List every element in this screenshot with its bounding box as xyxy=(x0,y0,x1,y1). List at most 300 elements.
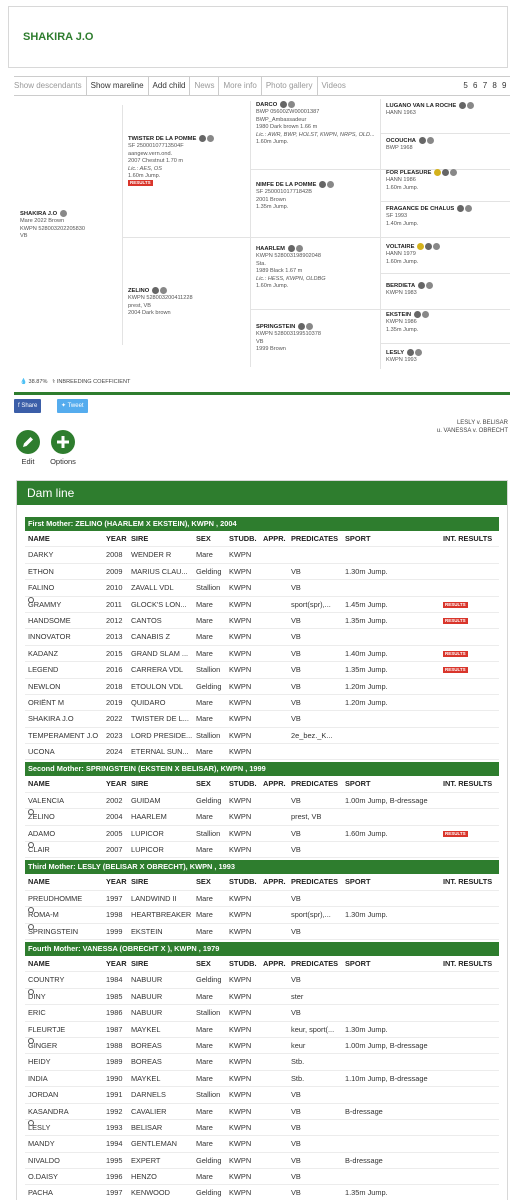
results-badge[interactable]: RESULTS xyxy=(445,650,466,656)
table-row[interactable] xyxy=(25,1071,499,1087)
cell-year: 2002 xyxy=(106,795,123,805)
results-badge[interactable]: RESULTS xyxy=(445,667,466,673)
cell-year: 2011 xyxy=(106,599,122,609)
cell-sex: Mare xyxy=(196,1057,213,1067)
pedigree-g3-4[interactable]: FRAGANCE DE CHALUS SF 1993 1.40m Jump. xyxy=(386,205,472,228)
cell-sire[interactable]: NABUUR xyxy=(131,991,163,1001)
cell-sex: Gelding xyxy=(196,795,222,805)
cell-sire[interactable]: KENWOOD xyxy=(131,1188,171,1198)
column-header-int-results: INT. RESULTS xyxy=(443,877,493,887)
cell-year: 1985 xyxy=(106,991,123,1001)
cell-name[interactable]: ADAMO xyxy=(28,828,56,838)
cell-sex: Mare xyxy=(196,550,213,560)
cell-sire[interactable]: ETOULON VDL xyxy=(131,681,184,691)
cell-year: 1992 xyxy=(106,1106,123,1116)
cell-year: 2018 xyxy=(106,681,123,691)
cell-predicates: VB xyxy=(291,975,301,985)
pencil-icon xyxy=(21,435,35,449)
column-header-sire: SIRE xyxy=(131,958,149,968)
gender-icon xyxy=(427,137,434,144)
cell-sex: Mare xyxy=(196,615,213,625)
cell-name[interactable]: ERIC xyxy=(28,1008,46,1018)
table-row[interactable] xyxy=(25,1169,499,1185)
cell-name[interactable]: DARKY xyxy=(28,550,54,560)
cell-year: 2004 xyxy=(106,812,123,822)
cell-sport: 1.30m Jump. xyxy=(345,566,388,576)
pedigree-g3-5[interactable]: VOLTAIRE HANN 1979 1.60m Jump. xyxy=(386,243,440,266)
column-header-sex: SEX xyxy=(196,534,211,543)
pedigree-bottom-border xyxy=(14,392,510,395)
cell-year: 1984 xyxy=(106,975,123,985)
pedigree-g3-6[interactable]: BERDIETA KWPN 1983 xyxy=(386,282,433,298)
facebook-share-button[interactable]: f Share xyxy=(14,399,41,413)
column-header-predicates: PREDICATES xyxy=(291,534,339,543)
results-badge[interactable]: RESULTS xyxy=(445,601,466,607)
cell-name[interactable] xyxy=(28,1038,104,1054)
cell-predicates: VB xyxy=(291,697,301,707)
cell-predicates: VB xyxy=(291,1139,301,1149)
cell-name[interactable]: INNOVATOR xyxy=(28,632,71,642)
table-row[interactable] xyxy=(25,597,499,613)
cell-studbook: KWPN xyxy=(229,812,252,822)
cell-sport: 1.10m Jump, B-dressage xyxy=(345,1073,428,1083)
cell-sire[interactable]: GLOCK'S LON... xyxy=(131,599,187,609)
cell-year: 2013 xyxy=(106,632,123,642)
table-row[interactable] xyxy=(25,744,499,760)
gender-icon xyxy=(207,135,214,142)
column-header-int-results: INT. RESULTS xyxy=(443,958,493,968)
cell-year: 1986 xyxy=(106,1008,123,1018)
column-header-studbook: STUDB. xyxy=(229,958,257,968)
cell-name[interactable]: FALINO xyxy=(28,583,55,593)
cell-sire[interactable]: MARIUS CLAU... xyxy=(131,566,188,576)
inbreeding-info xyxy=(20,379,130,385)
column-header-sire: SIRE xyxy=(131,877,149,887)
cell-name[interactable] xyxy=(28,907,104,923)
horse-icon xyxy=(457,205,464,212)
cell-studbook: KWPN xyxy=(229,1106,252,1116)
mother-header[interactable]: First Mother: ZELINO (HAARLEM X EKSTEIN), KWPN , 2004 xyxy=(25,517,499,531)
column-header-sex: SEX xyxy=(196,779,211,789)
column-header-approval: APPR. xyxy=(263,958,286,968)
cell-sport: 1.45m Jump. xyxy=(345,599,388,609)
cell-sex: Mare xyxy=(196,926,213,936)
cell-studbook: KWPN xyxy=(229,730,252,740)
column-header-sire: SIRE xyxy=(131,779,149,789)
pedigree-g3-1[interactable]: LUGANO VAN LA ROCHE HANN 1963 xyxy=(386,102,474,118)
column-header-int-results: INT. RESULTS xyxy=(443,779,493,789)
cell-studbook: KWPN xyxy=(229,893,252,903)
table-row[interactable] xyxy=(25,662,499,678)
cell-name[interactable]: MANDY xyxy=(28,1139,55,1149)
table-row[interactable] xyxy=(25,1153,499,1169)
dam-lineage-note: LESLY v. BELISAR u. VANESSA v. OBRECHT xyxy=(436,420,508,434)
nav-videos[interactable]: Videos xyxy=(321,81,346,90)
cell-studbook: KWPN xyxy=(229,1172,252,1182)
offspring-icon xyxy=(28,989,34,995)
cell-sport: 1.00m Jump, B-dressage xyxy=(345,1040,428,1050)
cell-name[interactable]: COUNTRY xyxy=(28,975,65,985)
cell-studbook: KWPN xyxy=(229,615,252,625)
cell-predicates: 2e_bez._K... xyxy=(291,730,333,740)
table-row[interactable] xyxy=(25,1038,499,1054)
cell-name[interactable]: HANDSOME xyxy=(28,615,71,625)
cell-sport: 1.40m Jump. xyxy=(345,648,388,658)
nav-news[interactable]: News xyxy=(190,77,219,95)
horse-icon xyxy=(152,287,159,294)
cell-name[interactable] xyxy=(28,924,104,940)
cell-year: 2016 xyxy=(106,665,123,675)
nav-photo-gallery[interactable]: Photo gallery xyxy=(262,77,318,95)
table-row[interactable] xyxy=(25,695,499,711)
column-header-sport: SPORT xyxy=(345,877,371,887)
cell-sire[interactable]: GRAND SLAM ... xyxy=(131,648,189,658)
column-header-sex: SEX xyxy=(196,958,211,968)
column-header-int-results: INT. RESULTS xyxy=(443,534,493,543)
cell-sire[interactable]: BELISAR xyxy=(131,1122,163,1132)
pedigree-g3-7[interactable]: EKSTEIN KWPN 1986 1.35m Jump. xyxy=(386,311,429,334)
cell-sire[interactable]: DARNELS xyxy=(131,1090,166,1100)
cell-sire[interactable]: QUIDARO xyxy=(131,697,166,707)
table-row[interactable] xyxy=(25,613,499,629)
table-header-row xyxy=(25,531,499,547)
nav-more-info[interactable]: More info xyxy=(219,77,261,95)
table-row[interactable] xyxy=(25,826,499,842)
horse-name-title: SHAKIRA J.O xyxy=(23,31,94,43)
nav-add-child[interactable]: Add child xyxy=(149,77,191,95)
cell-sex: Mare xyxy=(196,893,213,903)
cell-sex: Stallion xyxy=(196,828,221,838)
cell-sex: Gelding xyxy=(196,566,222,576)
cell-sire[interactable]: NABUUR xyxy=(131,1008,163,1018)
column-header-name: NAME xyxy=(28,958,50,968)
cell-sire[interactable]: CARRERA VDL xyxy=(131,665,184,675)
award-icon xyxy=(417,243,424,250)
award-icon xyxy=(434,169,441,176)
cell-name[interactable]: LEGEND xyxy=(28,665,59,675)
table-row[interactable] xyxy=(25,809,499,825)
cell-name[interactable] xyxy=(28,809,104,825)
cell-sire[interactable]: HAARLEM xyxy=(131,812,167,822)
inbreeding-pct: 38.87% xyxy=(28,379,48,385)
table-row[interactable] xyxy=(25,1185,499,1200)
cell-predicates: VB xyxy=(291,1090,301,1100)
cell-name[interactable]: FLEURTJE xyxy=(28,1024,66,1034)
cell-sire[interactable]: BOREAS xyxy=(131,1040,162,1050)
cell-sire[interactable]: GENTLEMAN xyxy=(131,1139,177,1149)
cell-name[interactable]: O.DAISY xyxy=(28,1172,58,1182)
cell-studbook: KWPN xyxy=(229,599,252,609)
cell-sex: Mare xyxy=(196,910,213,920)
cell-sex: Mare xyxy=(196,648,213,658)
cell-sex: Mare xyxy=(196,1040,213,1050)
table-row[interactable] xyxy=(25,629,499,645)
cell-sport: B-dressage xyxy=(345,1106,383,1116)
table-row[interactable] xyxy=(25,793,499,809)
cell-sire[interactable]: ETERNAL SUN... xyxy=(131,747,189,757)
cell-name[interactable]: KASANDRA xyxy=(28,1106,69,1116)
cell-predicates: VB xyxy=(291,828,301,838)
pedigree-subject[interactable]: SHAKIRA J.O Mare 2022 Brown KWPN 528003202205830 VB xyxy=(20,210,86,240)
cell-year: 1987 xyxy=(106,1024,123,1034)
cell-predicates: Stb. xyxy=(291,1073,305,1083)
offspring-icon xyxy=(28,924,34,930)
cell-sire[interactable]: LUPICOR xyxy=(131,845,164,855)
nav-show-mareline[interactable]: Show mareline xyxy=(87,77,149,95)
cell-sport: 1.35m Jump. xyxy=(345,615,388,625)
pedigree-g3-3[interactable]: FOR PLEASURE HANN 1986 1.60m Jump. xyxy=(386,169,457,192)
cell-name[interactable]: JORDAN xyxy=(28,1090,59,1100)
column-header-year: YEAR xyxy=(106,877,127,887)
pedigree-g3-2[interactable]: OCOUCHA BWP 1968 xyxy=(386,137,434,153)
mother-header[interactable]: Fourth Mother: VANESSA (OBRECHT X ), KWPN , 1979 xyxy=(25,942,499,956)
facebook-icon: f xyxy=(18,403,20,409)
cell-sex: Mare xyxy=(196,991,213,1001)
dam-line-title: Dam line xyxy=(17,481,507,505)
table-row[interactable] xyxy=(25,972,499,988)
cell-sport: 1.60m Jump. xyxy=(345,828,388,838)
cell-int-results xyxy=(443,597,507,613)
cell-sport: 1.30m Jump. xyxy=(345,910,388,920)
cell-name[interactable]: SHAKIRA J.O xyxy=(28,714,74,724)
table-row[interactable] xyxy=(25,842,499,858)
cell-studbook: KWPN xyxy=(229,1024,252,1034)
horse-icon xyxy=(442,169,449,176)
cell-sire[interactable]: EKSTEIN xyxy=(131,926,163,936)
results-badge[interactable]: RESULTS xyxy=(445,618,466,623)
horse-icon xyxy=(280,101,287,108)
cell-predicates: sport(spr),... xyxy=(291,599,331,609)
cell-name[interactable]: PREUDHOMME xyxy=(28,893,83,903)
column-header-studbook: STUDB. xyxy=(229,534,257,543)
horse-icon xyxy=(459,102,466,109)
horse-nav-bar xyxy=(14,76,510,96)
cell-name[interactable]: VALENCIA xyxy=(28,795,65,805)
cell-sex: Mare xyxy=(196,1122,213,1132)
results-badge[interactable]: RESULTS xyxy=(130,180,151,186)
cell-studbook: KWPN xyxy=(229,795,252,805)
pedigree-sire[interactable]: TWISTER DE LA POMME SF 25000107713504F aangew.vern.ond. 2007 Chestnut 1.70 m Lic.: AES, OS 1.60m Jump. RESULTS xyxy=(128,135,246,188)
cell-sire[interactable]: ZAVALL VDL xyxy=(131,583,174,593)
cell-sex: Mare xyxy=(196,714,213,724)
cell-year: 1994 xyxy=(106,1139,123,1149)
column-header-sport: SPORT xyxy=(345,534,371,543)
table-row[interactable] xyxy=(25,891,499,907)
dam-line-table xyxy=(17,505,507,1200)
table-row[interactable] xyxy=(25,1087,499,1103)
cell-sport: 1.20m Jump. xyxy=(345,681,388,691)
cell-int-results xyxy=(443,662,507,678)
cell-sire[interactable]: GUIDAM xyxy=(131,795,161,805)
cell-sport: 1.35m Jump. xyxy=(345,1188,388,1198)
cell-sire[interactable]: HENZO xyxy=(131,1172,157,1182)
cell-studbook: KWPN xyxy=(229,566,252,576)
cell-year: 2022 xyxy=(106,714,123,724)
cell-name[interactable]: HEIDY xyxy=(28,1057,51,1067)
column-header-predicates: PREDICATES xyxy=(291,779,339,789)
cell-sex: Gelding xyxy=(196,1188,222,1198)
cell-name[interactable] xyxy=(28,989,104,1005)
table-row[interactable] xyxy=(25,1104,499,1120)
cell-sire[interactable]: MAYKEL xyxy=(131,1024,161,1034)
table-row[interactable] xyxy=(25,924,499,940)
cell-sire[interactable]: WENDER R xyxy=(131,550,172,560)
cell-sex: Stallion xyxy=(196,1090,221,1100)
cell-year: 2008 xyxy=(106,550,123,560)
cell-studbook: KWPN xyxy=(229,747,252,757)
cell-name[interactable] xyxy=(28,1120,104,1136)
inbreeding-label: INBREEDING COEFFICIENT xyxy=(56,379,131,385)
cell-sire[interactable]: HEARTBREAKER xyxy=(131,910,192,920)
cell-predicates: Stb. xyxy=(291,1057,305,1067)
cell-predicates: VB xyxy=(291,648,301,658)
cell-studbook: KWPN xyxy=(229,975,252,985)
table-row[interactable] xyxy=(25,564,499,580)
cell-predicates: VB xyxy=(291,1008,301,1018)
table-row[interactable] xyxy=(25,711,499,727)
cell-studbook: KWPN xyxy=(229,714,252,724)
table-row[interactable] xyxy=(25,989,499,1005)
cell-sex: Mare xyxy=(196,1172,213,1182)
cell-year: 1997 xyxy=(106,1188,123,1198)
gender-icon xyxy=(465,205,472,212)
cell-year: 1996 xyxy=(106,1172,123,1182)
gender-icon xyxy=(426,282,433,289)
cell-predicates: VB xyxy=(291,1106,301,1116)
table-row[interactable] xyxy=(25,1120,499,1136)
table-row[interactable] xyxy=(25,646,499,662)
cell-sport: 1.00m Jump, B-dressage xyxy=(345,795,428,805)
cell-sire[interactable]: LORD PRESIDE... xyxy=(131,730,193,740)
gender-icon xyxy=(160,287,167,294)
cell-year: 1993 xyxy=(106,1122,123,1132)
cell-studbook: KWPN xyxy=(229,991,252,1001)
cell-studbook: KWPN xyxy=(229,632,252,642)
pedigree-ss[interactable]: DARCO BWP 05600ZW00001387 BWP_Ambassadeur 1980 Dark brown 1.66 m Lic.: AWR, BWP, HOLST, KWPN, NRPS, OLD... 1.60m Jump. xyxy=(256,101,375,146)
column-header-studbook: STUDB. xyxy=(229,877,257,887)
cell-studbook: KWPN xyxy=(229,926,252,936)
cell-sex: Stallion xyxy=(196,730,221,740)
cell-sire[interactable]: MAYKEL xyxy=(131,1073,161,1083)
cell-predicates: VB xyxy=(291,566,301,576)
table-row[interactable] xyxy=(25,580,499,596)
table-row[interactable] xyxy=(25,1136,499,1152)
table-row[interactable] xyxy=(25,728,499,744)
cell-name[interactable]: UCONA xyxy=(28,747,55,757)
horse-title-box xyxy=(8,6,508,68)
cell-sex: Mare xyxy=(196,747,213,757)
horse-icon xyxy=(418,282,425,289)
cell-name[interactable]: TEMPERAMENT J.O xyxy=(28,730,99,740)
horse-name: LESLY xyxy=(28,1122,51,1132)
cell-sex: Mare xyxy=(196,1024,213,1034)
dna-icon: ⚕ xyxy=(52,379,56,385)
cell-studbook: KWPN xyxy=(229,648,252,658)
column-header-name: NAME xyxy=(28,779,50,789)
cell-name[interactable]: ETHON xyxy=(28,566,54,576)
twitter-tweet-button[interactable]: ✦ Tweet xyxy=(57,399,88,413)
horse-name: ZELINO xyxy=(28,812,55,822)
cell-name[interactable]: NEWLON xyxy=(28,681,61,691)
table-row[interactable] xyxy=(25,907,499,923)
table-row[interactable] xyxy=(25,679,499,695)
cell-name[interactable] xyxy=(28,842,104,858)
cell-name[interactable]: KADANZ xyxy=(28,648,58,658)
mother-header[interactable]: Third Mother: LESLY (BELISAR X OBRECHT), KWPN , 1993 xyxy=(25,860,499,874)
cell-year: 1995 xyxy=(106,1155,123,1165)
cell-name[interactable]: INDIA xyxy=(28,1073,48,1083)
cell-sire[interactable]: CAVALIER xyxy=(131,1106,167,1116)
cell-studbook: KWPN xyxy=(229,1057,252,1067)
cell-predicates: sport(spr),... xyxy=(291,910,331,920)
cell-name[interactable]: ORIËNT M xyxy=(28,697,64,707)
table-header-row xyxy=(25,956,499,972)
cell-studbook: KWPN xyxy=(229,1073,252,1083)
pedigree-depth-pager[interactable]: 5 6 7 8 9 xyxy=(463,81,508,90)
cell-name[interactable] xyxy=(28,597,104,613)
pedigree-g3-8[interactable]: LESLY KWPN 1993 xyxy=(386,349,422,365)
table-row[interactable] xyxy=(25,1054,499,1070)
pedigree-dam[interactable]: ZELINO KWPN 528003200411228 prest, VB 2004 Dark brown xyxy=(128,287,193,317)
options-button[interactable]: Options xyxy=(43,430,83,466)
pedigree-sd[interactable]: NIMFE DE LA POMME SF 25000101771842B 2001 Brown 1.35m Jump. xyxy=(256,181,378,212)
table-row[interactable] xyxy=(25,1005,499,1021)
cell-studbook: KWPN xyxy=(229,1188,252,1198)
pedigree-dd[interactable]: SPRINGSTEIN KWPN 528003199510378 VB 1999 Brown xyxy=(256,323,322,353)
cell-sex: Stallion xyxy=(196,665,221,675)
cell-sire[interactable]: LANDWIND II xyxy=(131,893,177,903)
cell-sex: Mare xyxy=(196,1139,213,1149)
cell-sex: Gelding xyxy=(196,975,222,985)
cell-studbook: KWPN xyxy=(229,665,252,675)
mother-header[interactable]: Second Mother: SPRINGSTEIN (EKSTEIN X BELISAR), KWPN , 1999 xyxy=(25,762,499,776)
cell-name[interactable]: NIVALDO xyxy=(28,1155,60,1165)
offspring-icon xyxy=(28,1120,34,1126)
drop-icon: 💧 xyxy=(20,379,27,385)
gender-icon xyxy=(60,210,67,217)
nav-show-descendants[interactable]: Show descendants xyxy=(14,77,87,95)
dam-line-panel xyxy=(16,480,508,1200)
cell-sire[interactable]: LUPICOR xyxy=(131,828,164,838)
edit-button[interactable]: Edit xyxy=(8,430,48,466)
cell-name[interactable]: PACHA xyxy=(28,1188,53,1198)
cell-sire[interactable]: CANTOS xyxy=(131,615,162,625)
pedigree-ds[interactable]: HAARLEM KWPN 528003198902048 Sta. 1989 Black 1.67 m Lic.: HESS, KWPN, OLDBG 1.60m Jump. xyxy=(256,245,326,290)
table-row[interactable] xyxy=(25,1022,499,1038)
results-badge[interactable]: RESULTS xyxy=(445,830,466,836)
gender-icon xyxy=(415,349,422,356)
cell-sire[interactable]: CANABIS Z xyxy=(131,632,171,642)
cell-studbook: KWPN xyxy=(229,845,252,855)
column-header-year: YEAR xyxy=(106,958,127,968)
cell-predicates: keur xyxy=(291,1040,306,1050)
cell-year: 2009 xyxy=(106,566,123,576)
cell-sire[interactable]: BOREAS xyxy=(131,1057,162,1067)
cell-predicates: VB xyxy=(291,632,301,642)
table-row[interactable] xyxy=(25,547,499,563)
cell-sex: Mare xyxy=(196,697,213,707)
cell-sire[interactable]: EXPERT xyxy=(131,1155,161,1165)
cell-sex: Gelding xyxy=(196,681,222,691)
horse-icon xyxy=(425,243,432,250)
cell-year: 2012 xyxy=(106,615,123,625)
cell-year: 2005 xyxy=(106,828,123,838)
cell-year: 1991 xyxy=(106,1090,123,1100)
cell-predicates: VB xyxy=(291,665,301,675)
cell-sire[interactable]: TWISTER DE L... xyxy=(131,714,189,724)
cell-predicates: VB xyxy=(291,583,301,593)
cell-sire[interactable]: NABUUR xyxy=(131,975,163,985)
